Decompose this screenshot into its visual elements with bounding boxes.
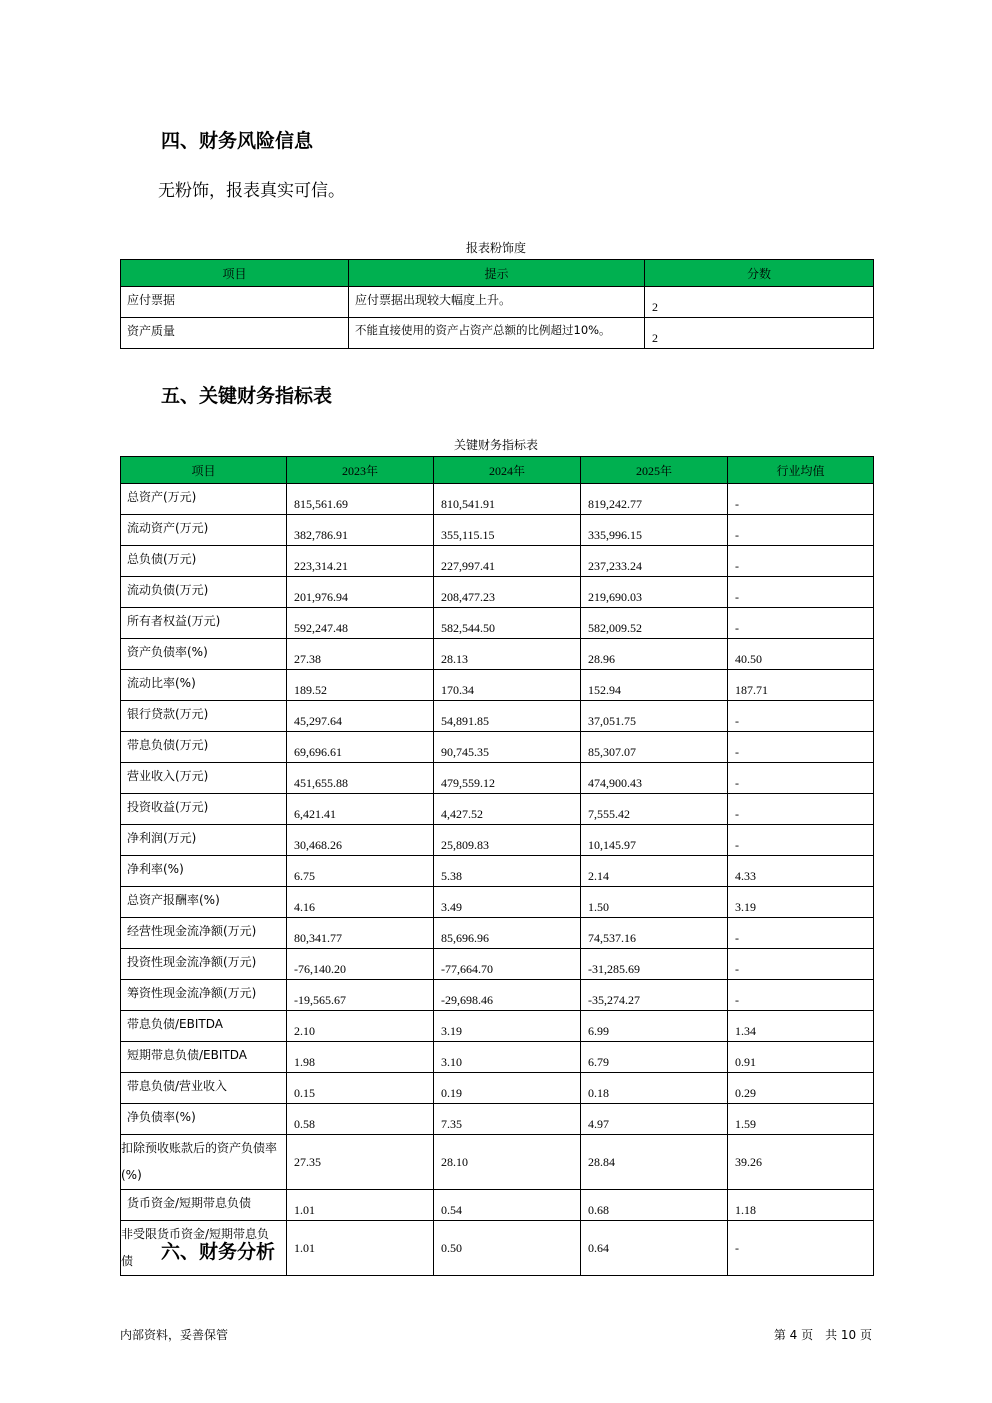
indicator-value-cell: 4,427.52 (434, 794, 581, 825)
indicator-value-cell: 6,421.41 (287, 794, 434, 825)
indicator-value-cell: -35,274.27 (581, 980, 728, 1011)
table-row (121, 949, 874, 980)
indicator-value-cell: 355,115.15 (434, 515, 581, 546)
indicator-value-cell: 3.10 (434, 1042, 581, 1073)
indicator-value-cell: 592,247.48 (287, 608, 434, 639)
table-row (121, 1190, 874, 1221)
indicators-table (120, 456, 874, 1276)
section5-title: 五、关键财务指标表 (161, 385, 333, 407)
indicator-value-cell: 28.13 (434, 639, 581, 670)
indicator-value-cell: 85,307.07 (581, 732, 728, 763)
indicator-label-cell: 投资性现金流净额(万元) (121, 949, 287, 980)
indicator-label-cell: 总负债(万元) (121, 546, 287, 577)
header-cell: 分数 (645, 260, 874, 287)
indicator-value-cell: 227,997.41 (434, 546, 581, 577)
indicator-label-cell: 净利率(%) (121, 856, 287, 887)
header-cell: 提示 (349, 260, 645, 287)
indicator-value-cell: 170.34 (434, 670, 581, 701)
indicator-label-cell: 货币资金/短期带息负债 (121, 1190, 287, 1221)
indicator-label-cell: 带息负债/EBITDA (121, 1011, 287, 1042)
indicator-label-cell: 流动负债(万元) (121, 577, 287, 608)
indicator-label-cell: 带息负债/营业收入 (121, 1073, 287, 1104)
indicator-value-cell: 3.19 (728, 887, 874, 918)
footer-left: 内部资料，妥善保管 (120, 1328, 229, 1342)
indicator-value-cell: 5.38 (434, 856, 581, 887)
indicator-value-cell: 10,145.97 (581, 825, 728, 856)
indicator-label-cell: 净负债率(%) (121, 1104, 287, 1135)
indicator-value-cell: 3.49 (434, 887, 581, 918)
table-row (121, 1011, 874, 1042)
indicator-value-cell: 335,996.15 (581, 515, 728, 546)
indicator-value-cell: - (728, 763, 874, 794)
indicator-value-cell: 582,009.52 (581, 608, 728, 639)
indicator-label-cell: 扣除预收账款后的资产负债率(%) (121, 1135, 287, 1190)
indicator-value-cell: 0.64 (581, 1221, 728, 1276)
item-cell: 应付票据 (121, 287, 349, 318)
indicator-value-cell: 0.15 (287, 1073, 434, 1104)
indicator-value-cell: -77,664.70 (434, 949, 581, 980)
indicator-value-cell: - (728, 484, 874, 515)
table-row (121, 1042, 874, 1073)
indicator-value-cell: 45,297.64 (287, 701, 434, 732)
indicator-value-cell: 6.99 (581, 1011, 728, 1042)
table-row (121, 1135, 874, 1190)
indicator-label-cell: 总资产(万元) (121, 484, 287, 515)
header-cell: 行业均值 (728, 457, 874, 484)
table-row (121, 1104, 874, 1135)
indicator-label-cell: 总资产报酬率(%) (121, 887, 287, 918)
indicator-label-cell: 经营性现金流净额(万元) (121, 918, 287, 949)
item-cell: 资产质量 (121, 318, 349, 349)
indicator-value-cell: - (728, 980, 874, 1011)
indicator-value-cell: -31,285.69 (581, 949, 728, 980)
table-row (121, 1073, 874, 1104)
indicator-value-cell: 6.79 (581, 1042, 728, 1073)
indicator-value-cell: 1.01 (287, 1190, 434, 1221)
indicator-value-cell: 28.84 (581, 1135, 728, 1190)
table-row (121, 856, 874, 887)
indicator-value-cell: 0.68 (581, 1190, 728, 1221)
indicator-label-cell: 流动资产(万元) (121, 515, 287, 546)
header-cell: 项目 (121, 260, 349, 287)
indicator-value-cell: 0.54 (434, 1190, 581, 1221)
indicator-value-cell: 1.50 (581, 887, 728, 918)
header-cell: 2023年 (287, 457, 434, 484)
indicator-value-cell: 4.16 (287, 887, 434, 918)
indicator-value-cell: 1.59 (728, 1104, 874, 1135)
score-cell: 2 (645, 318, 874, 349)
section4-title: 四、财务风险信息 (161, 130, 314, 152)
indicator-label-cell: 非受限货币资金/短期带息负债 (121, 1221, 287, 1276)
footer-page-number: 第 4 页 共 10 页 (773, 1328, 872, 1342)
table-row (121, 318, 874, 349)
table-row (121, 546, 874, 577)
table-row (121, 887, 874, 918)
indicator-value-cell: 25,809.83 (434, 825, 581, 856)
table-row (121, 670, 874, 701)
indicator-value-cell: - (728, 918, 874, 949)
hint-cell: 应付票据出现较大幅度上升。 (349, 287, 645, 318)
indicator-value-cell: 7.35 (434, 1104, 581, 1135)
indicator-value-cell: -29,698.46 (434, 980, 581, 1011)
indicator-label-cell: 筹资性现金流净额(万元) (121, 980, 287, 1011)
indicator-value-cell: 187.71 (728, 670, 874, 701)
header-cell: 2024年 (434, 457, 581, 484)
table-row (121, 515, 874, 546)
indicator-value-cell: 2.14 (581, 856, 728, 887)
indicator-value-cell: - (728, 732, 874, 763)
indicator-value-cell: 815,561.69 (287, 484, 434, 515)
indicator-value-cell: - (728, 608, 874, 639)
table-row (121, 825, 874, 856)
indicator-value-cell: 382,786.91 (287, 515, 434, 546)
indicator-value-cell: 1.34 (728, 1011, 874, 1042)
indicator-value-cell: 208,477.23 (434, 577, 581, 608)
indicator-value-cell: 6.75 (287, 856, 434, 887)
indicator-value-cell: 4.33 (728, 856, 874, 887)
indicator-label-cell: 带息负债(万元) (121, 732, 287, 763)
indicator-value-cell: 54,891.85 (434, 701, 581, 732)
indicator-value-cell: - (728, 546, 874, 577)
whitewash-table-header (121, 260, 874, 287)
indicator-value-cell: 40.50 (728, 639, 874, 670)
table-row (121, 701, 874, 732)
indicator-label-cell: 所有者权益(万元) (121, 608, 287, 639)
header-cell: 2025年 (581, 457, 728, 484)
section6-title: 六、财务分析 (161, 1241, 276, 1263)
indicator-label-cell: 营业收入(万元) (121, 763, 287, 794)
indicator-value-cell: 37,051.75 (581, 701, 728, 732)
indicator-value-cell: 451,655.88 (287, 763, 434, 794)
indicator-value-cell: -76,140.20 (287, 949, 434, 980)
indicator-value-cell: 189.52 (287, 670, 434, 701)
indicator-value-cell: 219,690.03 (581, 577, 728, 608)
header-cell: 项目 (121, 457, 287, 484)
indicator-value-cell: 582,544.50 (434, 608, 581, 639)
indicator-value-cell: 28.10 (434, 1135, 581, 1190)
table-row (121, 608, 874, 639)
table-row (121, 763, 874, 794)
indicator-value-cell: 28.96 (581, 639, 728, 670)
indicator-value-cell: 39.26 (728, 1135, 874, 1190)
indicator-value-cell: 0.50 (434, 1221, 581, 1276)
indicator-value-cell: 1.18 (728, 1190, 874, 1221)
indicator-label-cell: 投资收益(万元) (121, 794, 287, 825)
table-row (121, 639, 874, 670)
indicator-value-cell: 201,976.94 (287, 577, 434, 608)
indicator-value-cell: 474,900.43 (581, 763, 728, 794)
indicator-value-cell: 3.19 (434, 1011, 581, 1042)
indicator-value-cell: 1.98 (287, 1042, 434, 1073)
indicator-value-cell: 0.18 (581, 1073, 728, 1104)
indicator-label-cell: 短期带息负债/EBITDA (121, 1042, 287, 1073)
indicator-value-cell: -19,565.67 (287, 980, 434, 1011)
table-row (121, 980, 874, 1011)
indicator-value-cell: 0.58 (287, 1104, 434, 1135)
indicator-label-cell: 资产负债率(%) (121, 639, 287, 670)
indicators-table-caption: 关键财务指标表 (453, 438, 538, 452)
indicator-value-cell: 223,314.21 (287, 546, 434, 577)
indicator-label-cell: 银行贷款(万元) (121, 701, 287, 732)
table-row (121, 732, 874, 763)
indicator-value-cell: 85,696.96 (434, 918, 581, 949)
indicator-value-cell: - (728, 949, 874, 980)
indicator-value-cell: 1.01 (287, 1221, 434, 1276)
table-row (121, 577, 874, 608)
indicator-value-cell: - (728, 825, 874, 856)
indicator-value-cell: 2.10 (287, 1011, 434, 1042)
indicator-label-cell: 净利润(万元) (121, 825, 287, 856)
indicator-value-cell: 0.91 (728, 1042, 874, 1073)
indicator-value-cell: - (728, 515, 874, 546)
indicator-value-cell: 152.94 (581, 670, 728, 701)
table-row (121, 287, 874, 318)
indicator-value-cell: 4.97 (581, 1104, 728, 1135)
indicator-value-cell: - (728, 577, 874, 608)
indicator-value-cell: 90,745.35 (434, 732, 581, 763)
indicator-value-cell: 810,541.91 (434, 484, 581, 515)
table-row (121, 484, 874, 515)
indicator-value-cell: 30,468.26 (287, 825, 434, 856)
indicator-value-cell: 80,341.77 (287, 918, 434, 949)
whitewash-table (120, 259, 874, 349)
indicators-table-header (121, 457, 874, 484)
score-cell: 2 (645, 287, 874, 318)
indicator-value-cell: 237,233.24 (581, 546, 728, 577)
indicator-value-cell: - (728, 701, 874, 732)
indicator-value-cell: - (728, 794, 874, 825)
indicator-value-cell: 69,696.61 (287, 732, 434, 763)
indicator-label-cell: 流动比率(%) (121, 670, 287, 701)
indicator-value-cell: 27.35 (287, 1135, 434, 1190)
indicator-value-cell: 7,555.42 (581, 794, 728, 825)
indicator-value-cell: 0.29 (728, 1073, 874, 1104)
section4-text: 无粉饰，报表真实可信。 (158, 181, 345, 201)
indicator-value-cell: - (728, 1221, 874, 1276)
indicator-value-cell: 479,559.12 (434, 763, 581, 794)
whitewash-table-caption: 报表粉饰度 (465, 241, 526, 255)
indicator-value-cell: 74,537.16 (581, 918, 728, 949)
indicator-value-cell: 0.19 (434, 1073, 581, 1104)
table-row (121, 918, 874, 949)
hint-cell: 不能直接使用的资产占资产总额的比例超过10%。 (349, 318, 645, 349)
table-row (121, 794, 874, 825)
indicator-value-cell: 819,242.77 (581, 484, 728, 515)
indicator-value-cell: 27.38 (287, 639, 434, 670)
